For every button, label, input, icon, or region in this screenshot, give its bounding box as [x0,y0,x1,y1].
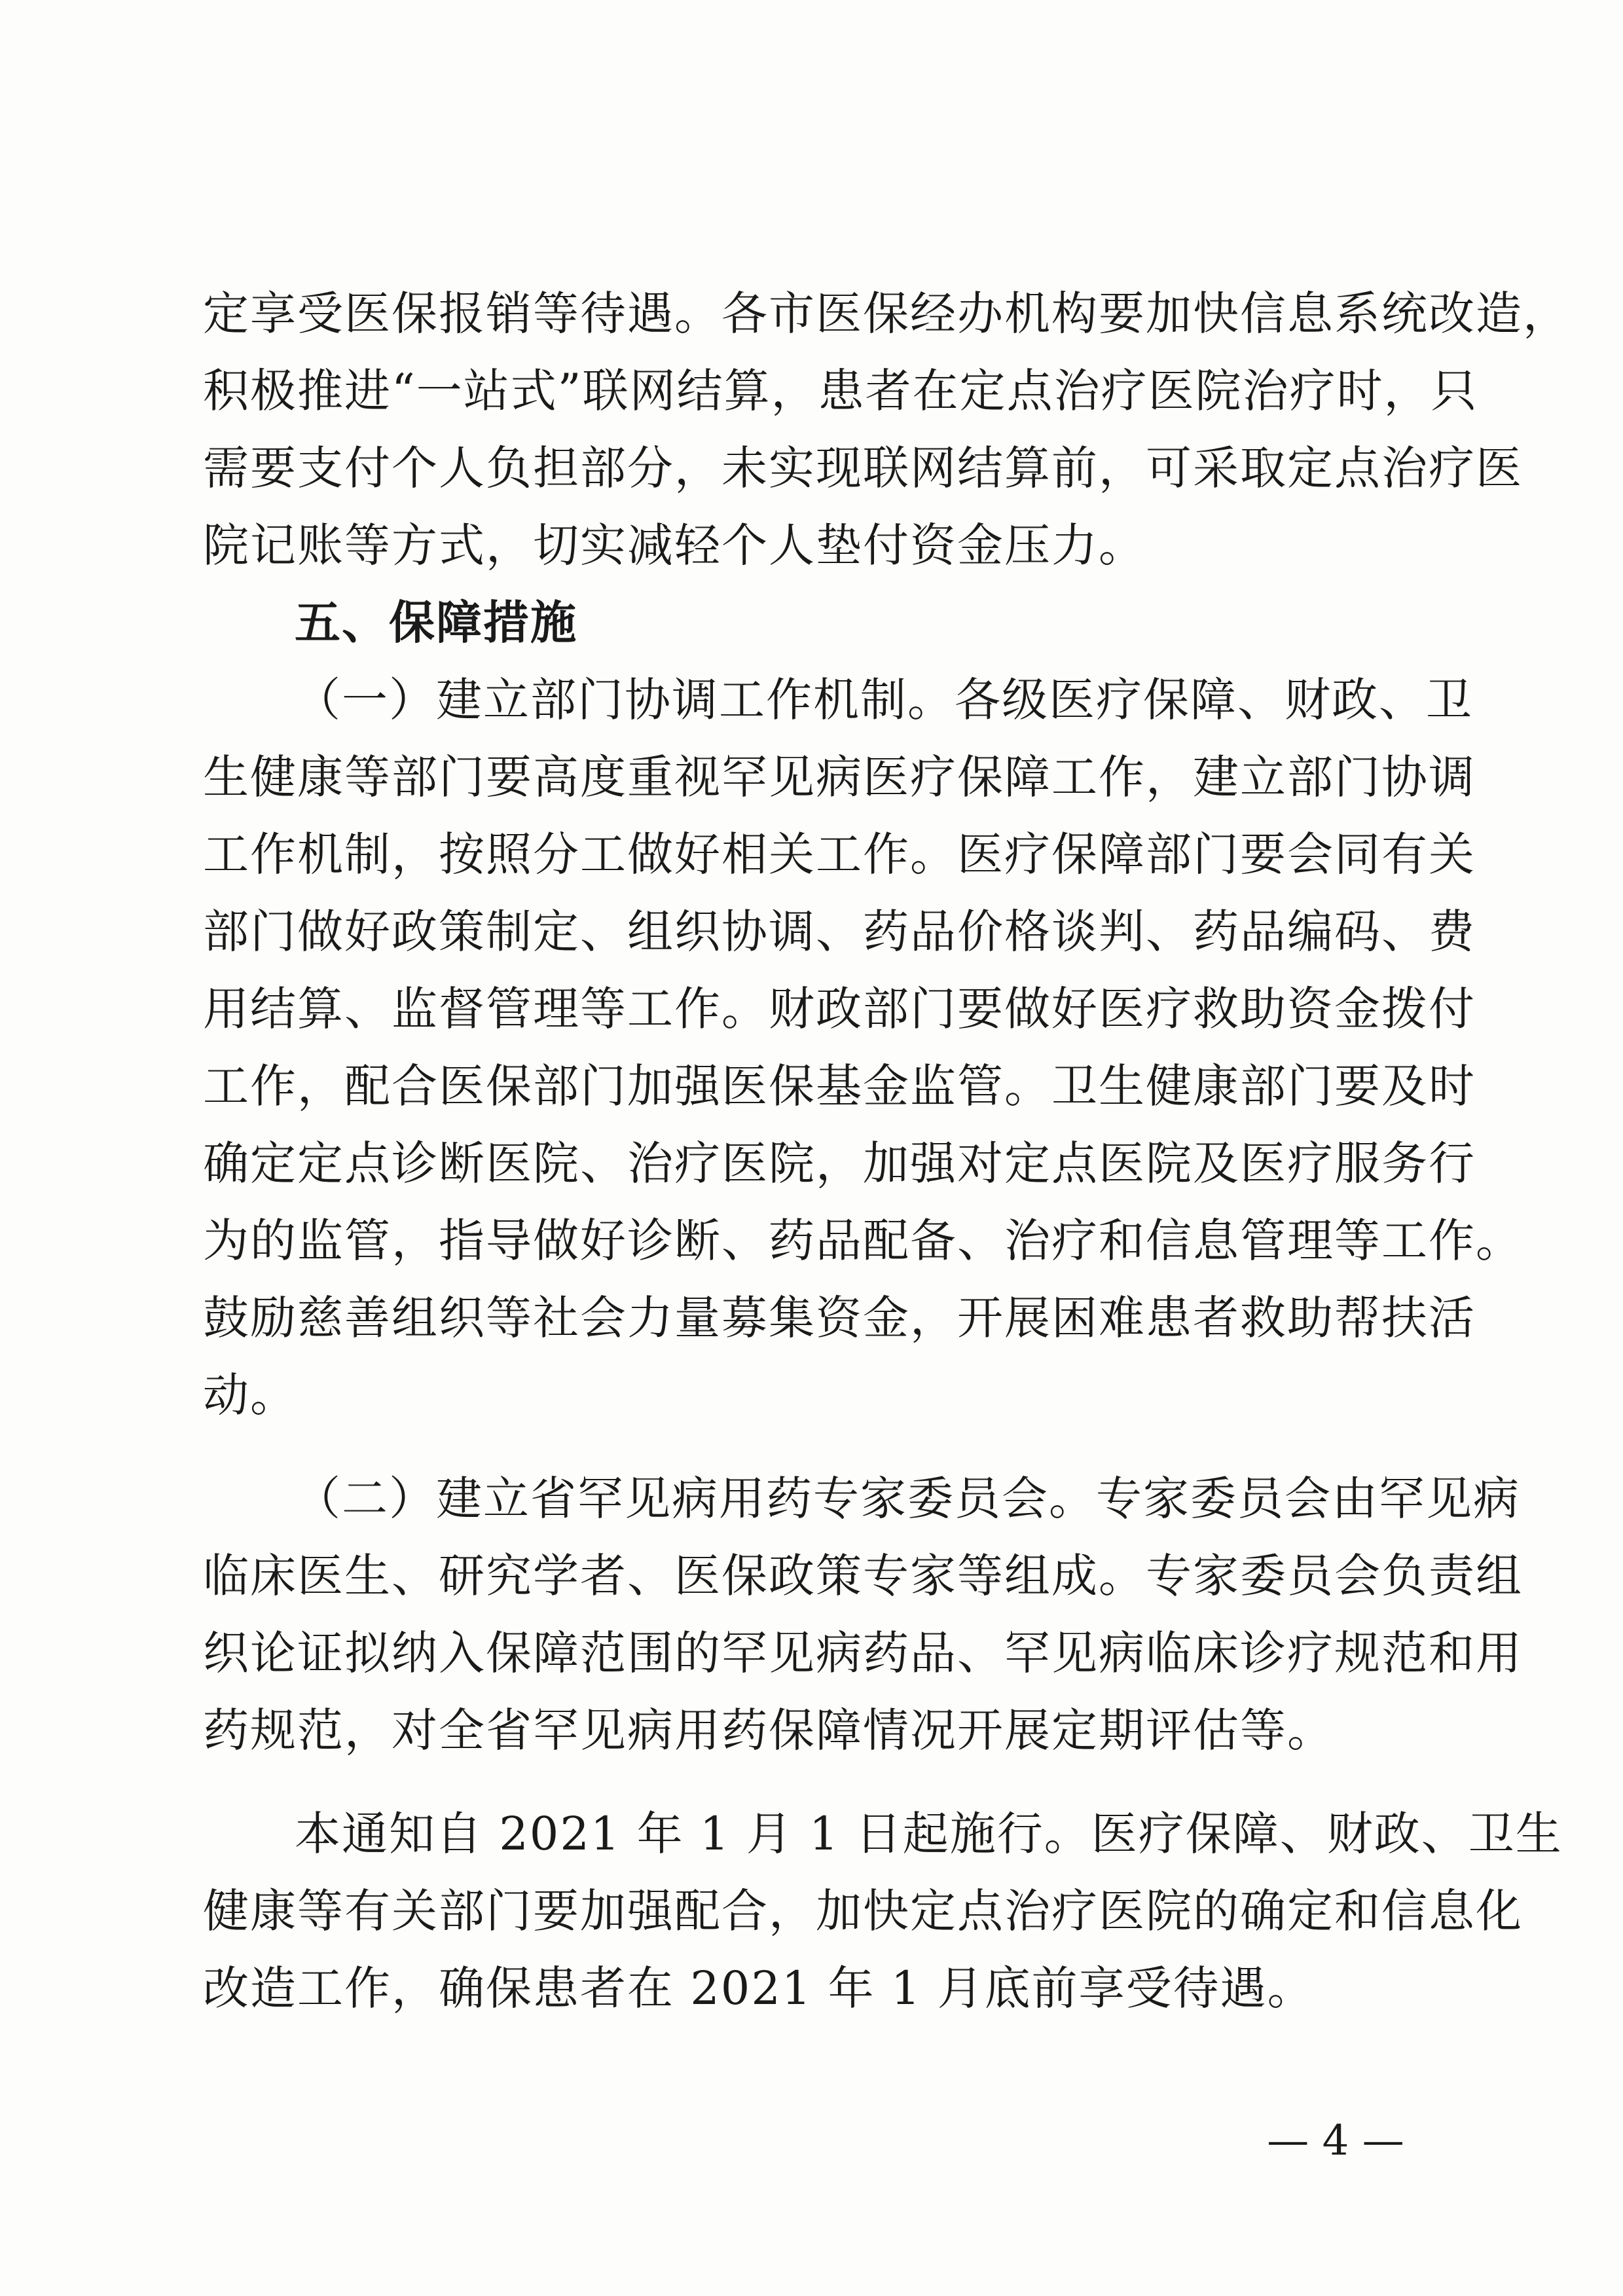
text-line: 鼓励慈善组织等社会力量募集资金，开展困难患者救助帮扶活 [203,1291,1476,1345]
text-line: 确定定点诊断医院、治疗医院，加强对定点医院及医疗服务行 [203,1137,1476,1190]
document-body [203,275,1570,2027]
text-line: 积极推进“一站式”联网结算，患者在定点治疗医院治疗时，只 [203,364,1478,418]
text-line: 改造工作，确保患者在 2021 年 1 月底前享受待遇。 [203,1961,1315,2015]
text-line: 定享受医保报销等待遇。各市医保经办机构要加快信息系统改造， [203,287,1570,340]
text-line: 动。 [203,1368,297,1422]
text-line: 生健康等部门要高度重视罕见病医疗保障工作，建立部门协调 [203,750,1476,804]
paragraph-gap [203,1769,1414,1795]
text-line: 本通知自 2021 年 1 月 1 日起施行。医疗保障、财政、卫生 [295,1807,1563,1861]
text-line: 工作机制，按照分工做好相关工作。医疗保障部门要会同有关 [203,828,1476,881]
paragraph-gap [203,1434,1414,1460]
text-line: 健康等有关部门要加强配合，加快定点治疗医院的确定和信息化 [203,1884,1523,1938]
text-line: 需要支付个人负担部分，未实现联网结算前，可采取定点治疗医 [203,441,1523,495]
text-line: 工作，配合医保部门加强医保基金监管。卫生健康部门要及时 [203,1059,1476,1113]
section-heading: 五、保障措施 [295,596,577,649]
text-line: 为的监管，指导做好诊断、药品配备、治疗和信息管理等工作。 [203,1214,1523,1267]
text-line: 用结算、监督管理等工作。财政部门要做好医疗救助资金拨付 [203,982,1476,1036]
text-line: （一）建立部门协调工作机制。各级医疗保障、财政、卫 [295,673,1473,727]
text-line: 织论证拟纳入保障范围的罕见病药品、罕见病临床诊疗规范和用 [203,1626,1523,1680]
text-line: （二）建立省罕见病用药专家委员会。专家委员会由罕见病 [295,1472,1520,1525]
text-line: 临床医生、研究学者、医保政策专家等组成。专家委员会负责组 [203,1549,1523,1603]
page-number: — 4 — [1267,2117,1404,2165]
text-line: 院记账等方式，切实减轻个人垫付资金压力。 [203,519,1146,572]
text-line: 部门做好政策制定、组织协调、药品价格谈判、药品编码、费 [203,905,1476,958]
text-line: 药规范，对全省罕见病用药保障情况开展定期评估等。 [203,1704,1334,1757]
